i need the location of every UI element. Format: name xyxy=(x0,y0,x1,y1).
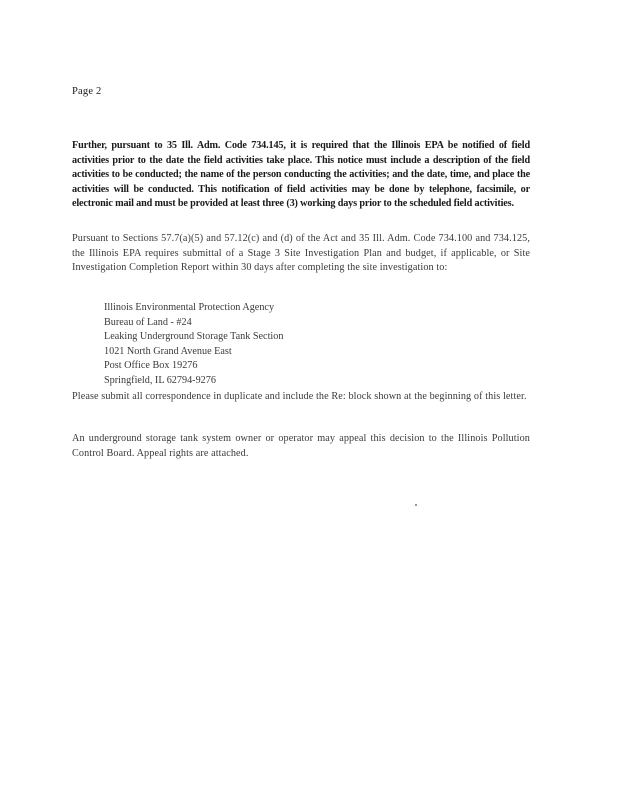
address-line: Leaking Underground Storage Tank Section xyxy=(104,331,284,343)
scan-artifact-dot xyxy=(415,504,417,506)
address-line: Springfield, IL 62794-9276 xyxy=(104,374,216,386)
correspondence-instructions-paragraph: Please submit all correspondence in duplicate and include the Re: block shown at the beginning of this letter. xyxy=(72,391,527,402)
address-line: Post Office Box 19276 xyxy=(104,360,198,372)
address-line: Bureau of Land - #24 xyxy=(104,316,192,328)
appeal-rights-paragraph: An underground storage tank system owner or operator may appeal this decision to the Illinois Pollution Control Board. Appeal rights are attached. xyxy=(72,433,530,459)
site-investigation-submittal-paragraph: Pursuant to Sections 57.7(a)(5) and 57.12(c) and (d) of the Act and 35 Ill. Adm. Code 734.100 and 734.125, the Illinois EPA requires submittal of a Stage 3 Site Investigation Plan and budget, if applicable, or Site Investigation Completion Report within 30 days after completing the site investigation to: xyxy=(72,233,530,274)
address-line: 1021 North Grand Avenue East xyxy=(104,345,232,357)
page-number-label: Page 2 xyxy=(72,86,102,97)
field-activities-notice-paragraph: Further, pursuant to 35 Ill. Adm. Code 734.145, it is required that the Illinois EPA be notified of field activities prior to the date the field activities take place. This notice must include a description of the field activities to be conducted; the name of the person conducting the activities; and the date, time, and place the activities will be conducted. This notification of field activities may be done by telephone, facsimile, or electronic mail and must be provided at least three (3) working days prior to the scheduled field activities. xyxy=(72,140,530,210)
mailing-address-block xyxy=(104,301,283,389)
address-line: Illinois Environmental Protection Agency xyxy=(104,302,275,313)
